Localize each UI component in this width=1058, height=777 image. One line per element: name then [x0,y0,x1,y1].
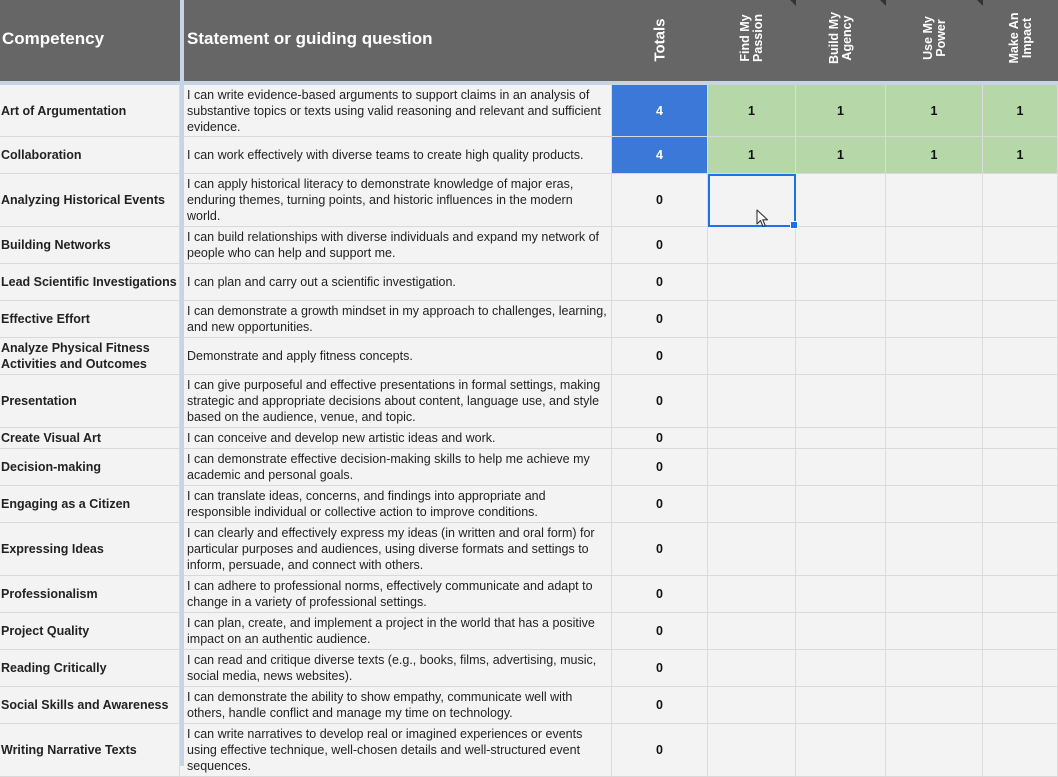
totals-cell[interactable]: 0 [612,687,708,723]
statement-cell[interactable]: I can read and critique diverse texts (e.g., books, films, advertising, music, social media, news websites). [184,650,612,686]
table-row [0,301,1058,338]
competency-cell[interactable]: Engaging as a Citizen [0,486,180,522]
sprint-cell[interactable] [796,449,886,485]
sprint-cell[interactable] [983,576,1058,612]
statement-cell[interactable]: I can adhere to professional norms, effectively communicate and adapt to change in a variety of professional settings. [184,576,612,612]
header-row [0,0,1058,81]
table-row [0,613,1058,650]
sprint-cell[interactable] [886,613,983,649]
sprint-cell[interactable]: 1 [708,85,796,136]
sprint-cell[interactable] [796,687,886,723]
sprint-cell[interactable]: 1 [983,85,1058,136]
table-row [0,137,1058,174]
header-totals[interactable]: Totals [651,18,669,62]
totals-cell[interactable]: 0 [612,650,708,686]
competency-cell[interactable]: Building Networks [0,227,180,263]
sprint-cell[interactable] [796,650,886,686]
competency-cell[interactable]: Professionalism [0,576,180,612]
totals-cell[interactable]: 0 [612,449,708,485]
table-row [0,523,1058,576]
totals-cell[interactable]: 0 [612,264,708,300]
sprint-cell[interactable]: 1 [983,137,1058,173]
statement-cell[interactable]: I can work effectively with diverse teams to create high quality products. [184,137,612,173]
selected-cell[interactable] [708,174,796,227]
sprint-cell[interactable] [708,613,796,649]
totals-cell[interactable]: 0 [612,375,708,427]
statement-cell[interactable]: I can write evidence-based arguments to support claims in an analysis of substantive topics or texts using valid reasoning and relevant and sufficient evidence. [184,85,612,136]
totals-cell[interactable]: 0 [612,174,708,226]
table-row [0,375,1058,428]
statement-cell[interactable]: I can translate ideas, concerns, and findings into appropriate and responsible individual or collective action to improve conditions. [184,486,612,522]
totals-cell[interactable]: 0 [612,613,708,649]
statement-cell[interactable]: I can apply historical literacy to demonstrate knowledge of major eras, enduring themes, turning points, and historic influences in the modern world. [184,174,612,226]
competency-cell[interactable]: Presentation [0,375,180,427]
note-indicator-icon [790,0,796,6]
sprint-cell[interactable] [708,375,796,427]
totals-cell[interactable]: 0 [612,486,708,522]
table-row [0,264,1058,301]
sprint-cell[interactable] [708,227,796,263]
sprint-cell[interactable] [886,227,983,263]
sprint-cell[interactable] [886,449,983,485]
header-competency[interactable]: Competency [2,29,105,48]
competency-cell[interactable]: Collaboration [0,137,180,173]
table-row [0,449,1058,486]
statement-cell[interactable]: Demonstrate and apply fitness concepts. [184,338,612,374]
competency-cell[interactable]: Create Visual Art [0,428,180,448]
competency-cell[interactable]: Analyze Physical Fitness Activities and Outcomes [0,338,180,374]
header-sprint-3[interactable]: Use My Power [921,16,948,60]
sprint-cell[interactable] [983,449,1058,485]
totals-cell[interactable]: 0 [612,576,708,612]
table-row [0,227,1058,264]
competency-cell[interactable]: Reading Critically [0,650,180,686]
totals-cell[interactable]: 4 [612,137,708,173]
sprint-cell[interactable] [796,724,886,776]
sprint-cell[interactable] [708,687,796,723]
sprint-cell[interactable] [886,523,983,575]
sprint-cell[interactable] [796,227,886,263]
sprint-cell[interactable] [708,338,796,374]
note-indicator-icon [880,0,886,6]
totals-cell[interactable]: 0 [612,724,708,776]
sprint-cell[interactable] [796,486,886,522]
sprint-cell[interactable] [796,301,886,337]
sprint-cell[interactable] [708,449,796,485]
sprint-cell[interactable] [708,650,796,686]
sprint-cell[interactable]: 1 [796,137,886,173]
competency-cell[interactable]: Social Skills and Awareness [0,687,180,723]
competency-cell[interactable]: Project Quality [0,613,180,649]
sprint-cell[interactable] [708,301,796,337]
sprint-cell[interactable] [983,724,1058,776]
sprint-cell[interactable] [983,174,1058,226]
statement-cell[interactable]: I can plan, create, and implement a project in the world that has a positive impact on an authentic audience. [184,613,612,649]
sprint-cell[interactable]: 1 [886,137,983,173]
table-row [0,724,1058,777]
sprint-cell[interactable] [983,227,1058,263]
sprint-cell[interactable] [796,428,886,448]
sprint-cell[interactable] [886,338,983,374]
sprint-cell[interactable] [983,650,1058,686]
statement-cell[interactable]: I can demonstrate a growth mindset in my approach to challenges, learning, and new opportunities. [184,301,612,337]
statement-cell[interactable]: I can give purposeful and effective presentations in formal settings, making strategic and appropriate decisions about content, language use, and style based on the audience, venue, and topic. [184,375,612,427]
competency-cell[interactable]: Decision-making [0,449,180,485]
table-row [0,85,1058,137]
totals-cell[interactable]: 0 [612,523,708,575]
sprint-cell[interactable]: 1 [796,85,886,136]
table-row [0,486,1058,523]
header-sprint-1[interactable]: Find My Passion [738,14,765,62]
sprint-cell[interactable] [983,687,1058,723]
table-row [0,428,1058,449]
table-row [0,338,1058,375]
sprint-cell[interactable] [796,338,886,374]
sprint-cell[interactable] [796,523,886,575]
header-sprint-2[interactable]: Build My Agency [827,11,854,65]
sprint-cell[interactable] [983,613,1058,649]
statement-cell[interactable]: I can plan and carry out a scientific investigation. [184,264,612,300]
totals-cell[interactable]: 0 [612,301,708,337]
sprint-cell[interactable] [886,174,983,226]
sprint-cell[interactable] [886,301,983,337]
sprint-cell[interactable] [983,375,1058,427]
competency-cell[interactable]: Art of Argumentation [0,85,180,136]
statement-cell[interactable]: I can write narratives to develop real or imagined experiences or events using effective technique, well-chosen details and well-structured event sequences. [184,724,612,776]
sprint-cell[interactable] [886,264,983,300]
sprint-cell[interactable] [983,523,1058,575]
sprint-cell[interactable]: 1 [708,137,796,173]
sprint-cell[interactable] [708,576,796,612]
statement-cell[interactable]: I can build relationships with diverse individuals and expand my network of people who can help and support me. [184,227,612,263]
competency-cell[interactable]: Analyzing Historical Events [0,174,180,226]
header-sprint-4[interactable]: Make An Impact [1007,12,1034,64]
sprint-cell[interactable] [886,375,983,427]
totals-cell[interactable]: 4 [612,85,708,136]
sprint-cell[interactable] [983,301,1058,337]
sprint-cell[interactable] [983,338,1058,374]
sprint-cell[interactable] [708,264,796,300]
sprint-cell[interactable] [886,428,983,448]
statement-cell[interactable]: I can demonstrate the ability to show empathy, communicate well with others, handle conflict and manage my time on technology. [184,687,612,723]
sprint-cell[interactable] [886,687,983,723]
competency-cell[interactable]: Lead Scientific Investigations [0,264,180,300]
totals-cell[interactable]: 0 [612,227,708,263]
sprint-cell[interactable] [796,613,886,649]
table-row [0,687,1058,724]
sprint-cell[interactable] [886,650,983,686]
competency-cell[interactable]: Writing Narrative Texts [0,724,180,776]
sprint-cell[interactable] [886,576,983,612]
sprint-cell[interactable] [796,174,886,226]
frozen-column-divider[interactable] [180,0,184,766]
sprint-cell[interactable] [796,264,886,300]
sprint-cell[interactable] [886,486,983,522]
fill-handle[interactable] [790,221,798,229]
header-statement[interactable]: Statement or guiding question [187,29,433,48]
sprint-cell[interactable] [708,523,796,575]
sprint-cell[interactable] [983,264,1058,300]
totals-cell[interactable]: 0 [612,338,708,374]
statement-cell[interactable]: I can conceive and develop new artistic ideas and work. [184,428,612,448]
sprint-cell[interactable] [983,486,1058,522]
competency-cell[interactable]: Effective Effort [0,301,180,337]
sprint-cell[interactable] [886,724,983,776]
sprint-cell[interactable] [708,428,796,448]
table-row [0,576,1058,613]
sprint-cell[interactable] [983,428,1058,448]
totals-cell[interactable]: 0 [612,428,708,448]
statement-cell[interactable]: I can demonstrate effective decision-making skills to help me achieve my academic and personal goals. [184,449,612,485]
mouse-pointer-icon [756,209,770,229]
sprint-cell[interactable] [796,375,886,427]
sprint-cell[interactable] [708,724,796,776]
sprint-cell[interactable] [708,486,796,522]
sprint-cell[interactable] [796,576,886,612]
note-indicator-icon [977,0,983,6]
table-row [0,174,1058,227]
competency-cell[interactable]: Expressing Ideas [0,523,180,575]
table-row [0,650,1058,687]
statement-cell[interactable]: I can clearly and effectively express my ideas (in written and oral form) for particular purposes and audiences, using diverse formats and settings to inform, persuade, and connect with others. [184,523,612,575]
sprint-cell[interactable]: 1 [886,85,983,136]
